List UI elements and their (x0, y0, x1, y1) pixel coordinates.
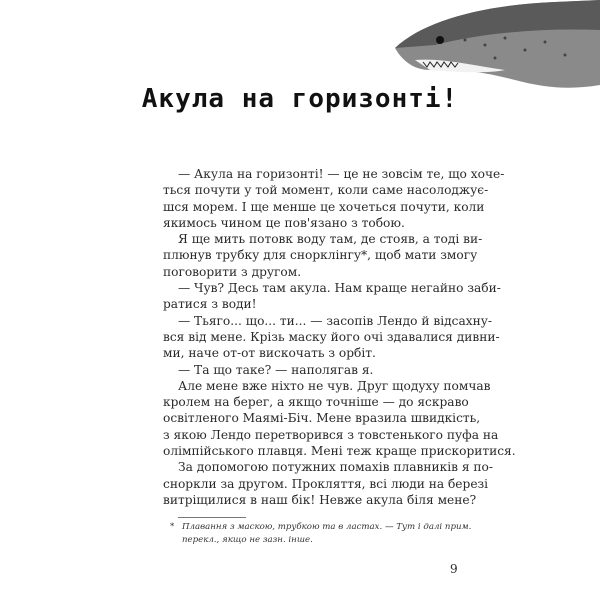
footnote-line: Плавання з маскою, трубкою та в ластах. — Тут і далі прим. (182, 522, 472, 532)
footnote-divider (178, 517, 246, 518)
text-line: олімпійського плавця. Мені теж краще прискоритися. (163, 444, 516, 459)
text-line: — Акула на горизонті! — це не зовсім те, що хоче- (178, 167, 505, 181)
text-line: — Та що таке? — наполягав я. (178, 362, 374, 377)
text-line: Але мене вже ніхто не чув. Друг щодуху помчав (178, 378, 491, 393)
text-line: витріщилися в наш бік! Невже акула біля мене? (163, 492, 477, 507)
text-line: з якою Лендо перетворився з товстенького пуфа на (163, 427, 499, 442)
footnote-marker: * (170, 522, 175, 532)
page-number: 9 (450, 562, 458, 576)
text-line: Я ще мить потовк воду там, де стояв, а тоді ви- (178, 232, 483, 247)
text-line: ми, наче от-от вискочать з орбіт. (163, 346, 376, 361)
text-line: — Тьяго... що... ти... — засопів Лендо й відсахну- (178, 313, 493, 328)
text-line: плюнув трубку для снорклінгу*, щоб мати змогу (163, 248, 478, 263)
body-text (163, 166, 516, 508)
text-line: ратися з води! (163, 297, 257, 312)
text-line: шся морем. І ще менше це хочеться почути, коли (163, 199, 485, 214)
text-line: поговорити з другом. (163, 264, 302, 279)
footnote-line: перекл., якщо не зазн. інше. (182, 535, 313, 545)
text-line: сноркли за другом. Прокляття, всі люди на березі (163, 476, 489, 491)
shark-illustration (395, 0, 600, 90)
text-line: освітленого Маямі-Біч. Мене вразила швидкість, (163, 411, 481, 426)
text-line: вся від мене. Крізь маску його очі здавалися дивни- (163, 329, 500, 344)
chapter-title: Акула на горизонті! (141, 84, 459, 114)
footnote (170, 521, 472, 547)
text-line: ться почути у той момент, коли саме насолоджує- (163, 183, 489, 198)
text-line: За допомогою потужних помахів плавників я по- (178, 460, 493, 475)
text-line: якимось чином це пов'язано з тобою. (163, 215, 405, 230)
text-line: кролем на берег, а якщо точніше — до яскраво (163, 395, 469, 410)
text-line: — Чув? Десь там акула. Нам краще негайно заби- (178, 281, 501, 296)
